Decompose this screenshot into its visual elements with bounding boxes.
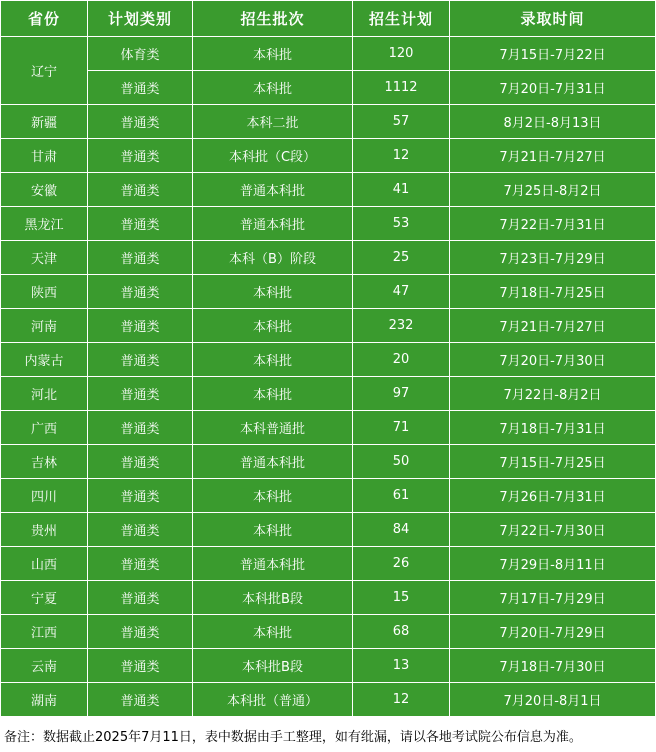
- plan-cell: 53: [353, 207, 450, 241]
- batch-cell: 本科（B）阶段: [193, 241, 353, 275]
- province-cell: 河北: [1, 377, 88, 411]
- batch-cell: 本科批: [193, 309, 353, 343]
- table-row: [1, 649, 656, 683]
- category-cell: 普通类: [88, 513, 193, 547]
- batch-cell: 本科二批: [193, 105, 353, 139]
- batch-cell: 本科批（C段）: [193, 139, 353, 173]
- time-cell: 7月20日-8月1日: [450, 683, 656, 717]
- plan-cell: 84: [353, 513, 450, 547]
- header-category: 计划类别: [88, 1, 193, 37]
- time-cell: 8月2日-8月13日: [450, 105, 656, 139]
- province-cell: 云南: [1, 649, 88, 683]
- province-cell: 内蒙古: [1, 343, 88, 377]
- plan-cell: 12: [353, 139, 450, 173]
- batch-cell: 本科批: [193, 275, 353, 309]
- province-cell: 四川: [1, 479, 88, 513]
- footnote: 备注：数据截止2025年7月11日，表中数据由手工整理，如有纰漏，请以各地考试院公布信息为准。: [4, 730, 582, 745]
- province-cell: 贵州: [1, 513, 88, 547]
- batch-cell: 本科批: [193, 513, 353, 547]
- time-cell: 7月22日-7月30日: [450, 513, 656, 547]
- plan-cell: 71: [353, 411, 450, 445]
- province-cell: 陕西: [1, 275, 88, 309]
- plan-cell: 1112: [353, 71, 450, 105]
- category-cell: 普通类: [88, 275, 193, 309]
- category-cell: 普通类: [88, 139, 193, 173]
- table-row: [1, 71, 656, 105]
- category-cell: 普通类: [88, 71, 193, 105]
- table-row: [1, 309, 656, 343]
- province-cell: 宁夏: [1, 581, 88, 615]
- time-cell: 7月20日-7月30日: [450, 343, 656, 377]
- category-cell: 普通类: [88, 241, 193, 275]
- plan-cell: 20: [353, 343, 450, 377]
- time-cell: 7月20日-7月29日: [450, 615, 656, 649]
- batch-cell: 本科批B段: [193, 581, 353, 615]
- province-cell: 湖南: [1, 683, 88, 717]
- time-cell: 7月20日-7月31日: [450, 71, 656, 105]
- time-cell: 7月25日-8月2日: [450, 173, 656, 207]
- province-cell: 天津: [1, 241, 88, 275]
- time-cell: 7月22日-8月2日: [450, 377, 656, 411]
- time-cell: 7月17日-7月29日: [450, 581, 656, 615]
- plan-cell: 12: [353, 683, 450, 717]
- table-row: [1, 547, 656, 581]
- table-row: [1, 241, 656, 275]
- category-cell: 普通类: [88, 411, 193, 445]
- province-cell: 江西: [1, 615, 88, 649]
- batch-cell: 本科批: [193, 615, 353, 649]
- province-cell: 黑龙江: [1, 207, 88, 241]
- province-cell: 广西: [1, 411, 88, 445]
- header-province: 省份: [1, 1, 88, 37]
- category-cell: 普通类: [88, 445, 193, 479]
- plan-cell: 47: [353, 275, 450, 309]
- plan-cell: 26: [353, 547, 450, 581]
- time-cell: 7月15日-7月22日: [450, 37, 656, 71]
- plan-cell: 120: [353, 37, 450, 71]
- category-cell: 普通类: [88, 105, 193, 139]
- plan-cell: 68: [353, 615, 450, 649]
- time-cell: 7月23日-7月29日: [450, 241, 656, 275]
- table-row: [1, 105, 656, 139]
- plan-cell: 15: [353, 581, 450, 615]
- plan-cell: 50: [353, 445, 450, 479]
- category-cell: 普通类: [88, 547, 193, 581]
- category-cell: 普通类: [88, 649, 193, 683]
- category-cell: 体育类: [88, 37, 193, 71]
- table-row: [1, 411, 656, 445]
- plan-cell: 61: [353, 479, 450, 513]
- table-row: [1, 37, 656, 71]
- province-cell: 河南: [1, 309, 88, 343]
- header-time: 录取时间: [450, 1, 656, 37]
- category-cell: 普通类: [88, 309, 193, 343]
- time-cell: 7月26日-7月31日: [450, 479, 656, 513]
- province-cell: 山西: [1, 547, 88, 581]
- table-row: [1, 207, 656, 241]
- batch-cell: 本科批B段: [193, 649, 353, 683]
- table-row: [1, 513, 656, 547]
- batch-cell: 本科批: [193, 343, 353, 377]
- category-cell: 普通类: [88, 173, 193, 207]
- table-header-row: [1, 1, 656, 37]
- time-cell: 7月18日-7月25日: [450, 275, 656, 309]
- table-row: [1, 275, 656, 309]
- category-cell: 普通类: [88, 207, 193, 241]
- time-cell: 7月18日-7月31日: [450, 411, 656, 445]
- table-row: [1, 377, 656, 411]
- batch-cell: 本科批: [193, 377, 353, 411]
- batch-cell: 本科普通批: [193, 411, 353, 445]
- batch-cell: 普通本科批: [193, 207, 353, 241]
- time-cell: 7月15日-7月25日: [450, 445, 656, 479]
- category-cell: 普通类: [88, 479, 193, 513]
- batch-cell: 本科批: [193, 479, 353, 513]
- time-cell: 7月18日-7月30日: [450, 649, 656, 683]
- plan-cell: 232: [353, 309, 450, 343]
- time-cell: 7月21日-7月27日: [450, 309, 656, 343]
- plan-cell: 25: [353, 241, 450, 275]
- plan-cell: 97: [353, 377, 450, 411]
- time-cell: 7月21日-7月27日: [450, 139, 656, 173]
- province-cell: 安徽: [1, 173, 88, 207]
- header-batch: 招生批次: [193, 1, 353, 37]
- batch-cell: 普通本科批: [193, 547, 353, 581]
- time-cell: 7月29日-8月11日: [450, 547, 656, 581]
- table-row: [1, 343, 656, 377]
- batch-cell: 本科批（普通）: [193, 683, 353, 717]
- header-plan: 招生计划: [353, 1, 450, 37]
- batch-cell: 普通本科批: [193, 445, 353, 479]
- category-cell: 普通类: [88, 683, 193, 717]
- category-cell: 普通类: [88, 343, 193, 377]
- table-row: [1, 139, 656, 173]
- time-cell: 7月22日-7月31日: [450, 207, 656, 241]
- category-cell: 普通类: [88, 377, 193, 411]
- province-cell: 吉林: [1, 445, 88, 479]
- table-row: [1, 173, 656, 207]
- batch-cell: 本科批: [193, 37, 353, 71]
- province-cell: 新疆: [1, 105, 88, 139]
- category-cell: 普通类: [88, 615, 193, 649]
- batch-cell: 普通本科批: [193, 173, 353, 207]
- province-cell: 甘肃: [1, 139, 88, 173]
- plan-cell: 57: [353, 105, 450, 139]
- table-row: [1, 683, 656, 717]
- table-row: [1, 581, 656, 615]
- plan-cell: 41: [353, 173, 450, 207]
- table-row: [1, 445, 656, 479]
- table-body: [1, 37, 656, 717]
- table-row: [1, 615, 656, 649]
- table-row: [1, 479, 656, 513]
- plan-cell: 13: [353, 649, 450, 683]
- province-cell: 辽宁: [1, 37, 88, 105]
- category-cell: 普通类: [88, 581, 193, 615]
- batch-cell: 本科批: [193, 71, 353, 105]
